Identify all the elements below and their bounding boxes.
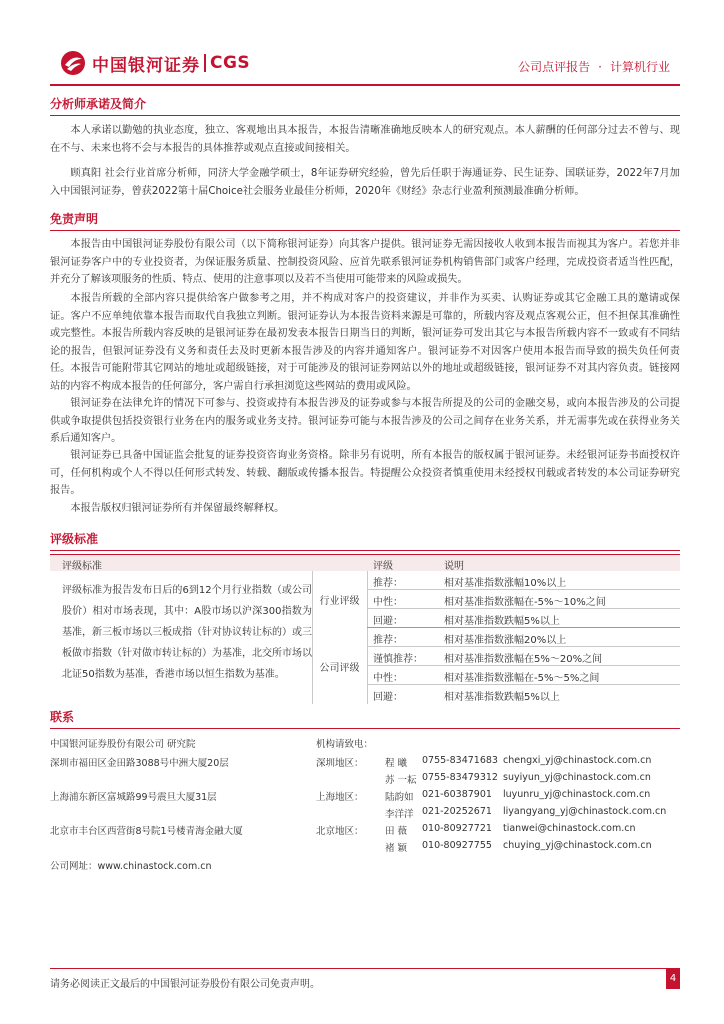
- rating-desc: 相对基准指数涨幅20%以上: [444, 635, 567, 646]
- header-dot: ·: [598, 60, 602, 74]
- rating-desc: 相对基准指数涨幅在5%～20%之间: [444, 654, 603, 665]
- logo-text-en: CGS: [210, 53, 251, 73]
- contact-name: 陆韵如: [385, 792, 414, 803]
- contact-city: 深圳地区：: [316, 758, 364, 769]
- address-beijing: 北京市丰台区西营街8号院1号楼青海金融大厦: [50, 826, 243, 837]
- page-number: 4: [666, 969, 680, 989]
- rating-row: [367, 666, 680, 685]
- contact-name: 李洋洋: [385, 809, 414, 820]
- col-header-level: 评级: [373, 561, 393, 572]
- logo-separator: [204, 54, 206, 72]
- disclaimer-paragraph: 本报告所载的全部内容只提供给客户做参考之用，并不构成对客户的投资建议，并非作为买卖、认购证券或其它金融工具的邀请或保证。客户不应单纯依靠本报告而取代自我独立判断。银河证券认为本报告资料来源是可靠的，所载内容及观点客观公正，但不担保其准确性或完整性。本报告所载内容反映的是银河证券在最初发表本报告日期当日的判断，银河证券可发出其它与本报告所载内容不一致或有不同结论的报告，但银河证券没有义务和责任去及时更新本报告涉及的内容并通知客户。银河证券不对因客户使用本报告而导致的损失负任何责任。: [50, 293, 680, 374]
- rating-standard-description: 评级标准为报告发布日后的6到12个月行业指数（或公司股价）相对市场表现，其中：A股市场以沪深300指数为基准，新三板市场以三板成指（针对协议转让标的）或三板做市指数（针对做市转让标的）为基准，北交所市场以北证50指数为基准，香港市场以恒生指数为基准。: [62, 585, 312, 680]
- contact-phone: 021-60387901: [422, 789, 492, 800]
- rating-row: [367, 609, 680, 628]
- footer-disclaimer: 请务必阅读正文最后的中国银河证券股份有限公司免责声明。: [50, 979, 320, 990]
- contact-city: 上海地区：: [316, 792, 364, 803]
- group-company-rating: 公司评级: [319, 663, 360, 674]
- page-header: [50, 44, 680, 86]
- rating-row: [367, 571, 680, 590]
- contact-phone: 0755-83479312: [422, 772, 498, 783]
- address-shanghai: 上海浦东新区富城路99号震旦大厦31层: [50, 792, 217, 803]
- analyst-section-title: 分析师承诺及简介: [50, 95, 680, 116]
- rating-row: [367, 590, 680, 609]
- rating-desc: 相对基准指数涨幅10%以上: [444, 578, 567, 589]
- rating-desc: 相对基准指数涨幅在-5%～10%之间: [444, 597, 606, 608]
- company-logo: [60, 50, 250, 76]
- contact-email[interactable]: chuying_yj@chinastock.com.cn: [503, 840, 652, 851]
- disclaimer-paragraph: 本报告可能附带其它网站的地址或超级链接，对于可能涉及的银河证券网站以外的地址或超级链接，银河证券不对其内容负责。链接网站的内容不构成本报告的任何部分，客户需自行承担浏览这些网站的费用或风险。: [50, 363, 680, 392]
- contact-section-title: 联系: [50, 708, 680, 729]
- contact-email[interactable]: tianwei@chinastock.com.cn: [503, 823, 636, 834]
- company-website[interactable]: 公司网址：www.chinastock.com.cn: [50, 861, 212, 872]
- contact-city: 北京地区：: [316, 826, 364, 837]
- rating-level: 推荐：: [373, 578, 403, 589]
- contact-name: 褚 颖: [385, 843, 408, 854]
- rating-level: 推荐：: [373, 635, 403, 646]
- contact-name: 田 薇: [385, 826, 408, 837]
- rating-desc: 相对基准指数跌幅5%以上: [444, 616, 560, 627]
- contact-email[interactable]: liyangyang_yj@chinastock.com.cn: [503, 806, 667, 817]
- analyst-bio: 顾真阳 社会行业首席分析师，同济大学金融学硕士，8年证券研究经验，曾先后任职于海通证券、民生证券、国联证券，2022年7月加入中国银河证券，曾获2022第十届Choice社会服务业最佳分析师，2020年《财经》杂志行业盈利预测最准确分析师。: [50, 168, 680, 197]
- rating-table-header: [50, 554, 680, 571]
- disclaimer-paragraph: 银河证券已具备中国证监会批复的证券投资咨询业务资格。除非另有说明，所有本报告的版权属于银河证券。未经银河证券书面授权许可，任何机构或个人不得以任何形式转发、转载、翻版或传播本报告。特提醒公众投资者慎重使用未经授权刊载或者转发的本公司证券研究报告。: [50, 450, 680, 496]
- contact-phone: 010-80927755: [422, 840, 492, 851]
- rating-level: 中性：: [373, 673, 403, 684]
- report-type: 公司点评报告: [518, 60, 591, 74]
- company-name: 中国银河证券股份有限公司 研究院: [50, 739, 196, 750]
- rating-section-title: 评级标准: [50, 530, 680, 551]
- contact-email[interactable]: luyunru_yj@chinastock.com.cn: [503, 789, 651, 800]
- logo-icon: [60, 50, 86, 76]
- address-shenzhen: 深圳市福田区金田路3088号中洲大厦20层: [50, 758, 229, 769]
- disclaimer-section-title: 免责声明: [50, 210, 680, 231]
- report-category: [518, 58, 670, 75]
- page-footer: [50, 968, 680, 990]
- rating-level: 回避：: [373, 616, 403, 627]
- col-header-desc: 说明: [444, 561, 464, 572]
- table-divider: [312, 571, 313, 704]
- disclaimer-paragraph: 本报告由中国银河证券股份有限公司（以下简称银河证券）向其客户提供。银河证券无需因接收人收到本报告而视其为客户。若您并非银河证券客户中的专业投资者，为保证服务质量、控制投资风险、应首先联系银河证券机构销售部门或客户经理，完成投资者适当性匹配，并充分了解该项服务的性质、特点、使用的注意事项以及若不当使用可能带来的风险或损失。: [50, 239, 680, 285]
- col-header-standard: 评级标准: [62, 561, 102, 572]
- rating-desc: 相对基准指数跌幅5%以上: [444, 692, 560, 703]
- rating-level: 回避：: [373, 692, 403, 703]
- rating-row: [367, 628, 680, 647]
- logo-text-cn: 中国银河证券: [92, 55, 200, 76]
- contact-email[interactable]: suyiyun_yj@chinastock.com.cn: [503, 772, 651, 783]
- disclaimer-paragraph: 本报告版权归银河证券所有并保留最终解释权。: [70, 503, 285, 514]
- industry-label: 计算机行业: [609, 60, 670, 74]
- group-industry-rating: 行业评级: [319, 596, 360, 607]
- contact-phone: 010-80927721: [422, 823, 492, 834]
- contact-name: 苏 一耘: [385, 775, 417, 786]
- rating-row: [367, 685, 680, 704]
- analyst-commitment: 本人承诺以勤勉的执业态度，独立、客观地出具本报告，本报告清晰准确地反映本人的研究观点。本人薪酬的任何部分过去不曾与、现在不与、未来也将不会与本报告的具体推荐或观点直接或间接相关。: [50, 125, 680, 154]
- rating-row: [367, 647, 680, 666]
- contact-phone: 021-20252671: [422, 806, 492, 817]
- rating-level: 中性：: [373, 597, 403, 608]
- rating-desc: 相对基准指数涨幅在-5%～5%之间: [444, 673, 600, 684]
- contact-name: 程 曦: [385, 758, 408, 769]
- disclaimer-paragraph: 银河证券在法律允许的情况下可参与、投资或持有本报告涉及的证券或参与本报告所提及的公司的金融交易，或向本报告涉及的公司提供或争取提供包括投资银行业务在内的服务或业务支持。银河证券可能与本报告涉及的公司之间存在业务关系，并无需事先或在获得业务关系后通知客户。: [50, 398, 680, 444]
- rating-table: [50, 554, 680, 704]
- contact-phone: 0755-83471683: [422, 755, 498, 766]
- rating-level: 谨慎推荐：: [373, 654, 423, 665]
- contact-email[interactable]: chengxi_yj@chinastock.com.cn: [503, 755, 652, 766]
- inst-label: 机构请致电：: [316, 739, 374, 750]
